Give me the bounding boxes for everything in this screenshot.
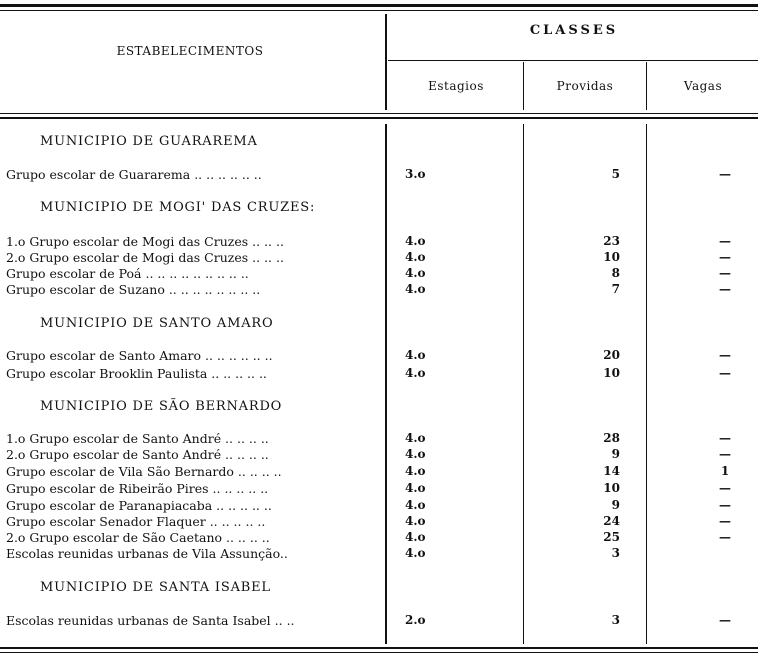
col-divider-vagas xyxy=(646,62,647,110)
table-row xyxy=(0,464,758,481)
row-name: Grupo escolar de Vila São Bernardo .. .. .. .. xyxy=(6,464,282,479)
row-vagas: — xyxy=(719,167,731,181)
municipio-heading: MUNICIPIO DE SANTA ISABEL xyxy=(40,580,271,595)
row-estagio: 4.o xyxy=(405,546,426,560)
row-providas: 9 xyxy=(611,498,620,512)
row-estagio: 4.o xyxy=(405,348,426,362)
row-estagio: 4.o xyxy=(405,447,426,461)
row-estagio: 2.o xyxy=(405,613,426,627)
row-estagio: 4.o xyxy=(405,282,426,296)
row-estagio: 4.o xyxy=(405,431,426,445)
row-name: 1.o Grupo escolar de Mogi das Cruzes .. .. .. xyxy=(6,234,284,249)
table-row xyxy=(0,447,758,464)
table-row xyxy=(0,234,758,251)
row-estagio: 4.o xyxy=(405,366,426,380)
row-vagas: — xyxy=(719,234,731,248)
row-providas: 23 xyxy=(603,234,620,248)
municipio-heading: MUNICIPIO DE GUARAREMA xyxy=(40,134,258,149)
row-providas: 3 xyxy=(611,546,620,560)
row-vagas: 1 xyxy=(720,464,730,478)
row-name: Grupo escolar de Guararema .. .. .. .. .. .. xyxy=(6,167,262,182)
row-vagas: — xyxy=(719,266,731,280)
row-providas: 9 xyxy=(611,447,620,461)
municipio-heading: MUNICIPIO DE SANTO AMARO xyxy=(40,316,274,331)
row-name: Grupo escolar de Ribeirão Pires .. .. .. .. .. xyxy=(6,481,269,496)
table-row xyxy=(0,250,758,267)
row-estagio: 4.o xyxy=(405,464,426,478)
table-row xyxy=(0,431,758,448)
row-name: Grupo escolar de Santo Amaro .. .. .. .. .. .. xyxy=(6,348,273,363)
table-row xyxy=(0,348,758,365)
row-name: Grupo escolar de Paranapiacaba .. .. .. .. .. xyxy=(6,498,272,513)
table-row xyxy=(0,266,758,283)
table-row xyxy=(0,498,758,515)
header-bottom-rule-2 xyxy=(0,117,758,119)
row-providas: 3 xyxy=(611,613,620,627)
table-row xyxy=(0,282,758,299)
row-vagas: — xyxy=(719,282,731,296)
header-bottom-rule-1 xyxy=(0,113,758,114)
row-estagio: 4.o xyxy=(405,250,426,264)
row-vagas: — xyxy=(719,447,731,461)
row-providas: 14 xyxy=(603,464,620,478)
row-providas: 10 xyxy=(603,481,620,495)
municipio-heading: MUNICIPIO DE MOGI' DAS CRUZES: xyxy=(40,200,316,215)
col-divider-providas-body xyxy=(523,124,524,644)
row-name: Grupo escolar Brooklin Paulista .. .. .. .. .. xyxy=(6,366,267,381)
row-providas: 24 xyxy=(603,514,620,528)
row-estagio: 4.o xyxy=(405,266,426,280)
row-estagio: 4.o xyxy=(405,234,426,248)
row-vagas: — xyxy=(719,514,731,528)
bottom-rule-1 xyxy=(0,647,758,649)
row-providas: 10 xyxy=(603,366,620,380)
row-estagio: 3.o xyxy=(405,167,426,181)
row-vagas: — xyxy=(719,366,731,380)
header-classes: CLASSES xyxy=(529,23,619,38)
table-row xyxy=(0,530,758,547)
row-name: 1.o Grupo escolar de Santo André .. .. .. .. xyxy=(6,431,269,446)
top-rule-2 xyxy=(0,10,758,11)
row-estagio: 4.o xyxy=(405,530,426,544)
table-row xyxy=(0,514,758,531)
row-name: 2.o Grupo escolar de São Caetano .. .. .. .. xyxy=(6,530,270,545)
row-vagas: — xyxy=(719,348,731,362)
top-rule-1 xyxy=(0,4,758,7)
header-estagios: Estagios xyxy=(428,79,484,93)
row-vagas: — xyxy=(719,530,731,544)
row-providas: 8 xyxy=(611,266,620,280)
row-vagas: — xyxy=(719,250,731,264)
row-vagas: — xyxy=(719,481,731,495)
col-divider-main xyxy=(385,14,387,110)
row-estagio: 4.o xyxy=(405,481,426,495)
bottom-rule-2 xyxy=(0,652,758,653)
row-name: Grupo escolar de Poá .. .. .. .. .. .. .. .. .. xyxy=(6,266,249,281)
table-row xyxy=(0,613,758,630)
table-row xyxy=(0,481,758,498)
row-providas: 7 xyxy=(611,282,620,296)
row-vagas: — xyxy=(719,498,731,512)
row-name: Grupo escolar de Suzano .. .. .. .. .. .. .. .. xyxy=(6,282,261,297)
header-estabelecimentos: ESTABELECIMENTOS xyxy=(116,44,264,58)
header-vagas: Vagas xyxy=(683,79,723,93)
row-providas: 28 xyxy=(603,431,620,445)
row-estagio: 4.o xyxy=(405,514,426,528)
row-name: Grupo escolar Senador Flaquer .. .. .. .. .. xyxy=(6,514,266,529)
row-vagas: — xyxy=(719,613,731,627)
col-divider-providas xyxy=(523,62,524,110)
row-providas: 25 xyxy=(603,530,620,544)
row-providas: 5 xyxy=(611,167,620,181)
table-row xyxy=(0,167,758,184)
row-estagio: 4.o xyxy=(405,498,426,512)
row-name: Escolas reunidas urbanas de Vila Assunção.. xyxy=(6,546,288,561)
header-providas: Providas xyxy=(556,79,614,93)
col-divider-vagas-body xyxy=(646,124,647,644)
table-row xyxy=(0,366,758,383)
row-name: Escolas reunidas urbanas de Santa Isabel .. .. xyxy=(6,613,295,628)
col-divider-main-body xyxy=(385,124,387,644)
table-row xyxy=(0,546,758,563)
header-classes-rule xyxy=(388,60,758,61)
row-name: 2.o Grupo escolar de Santo André .. .. .. .. xyxy=(6,447,269,462)
row-vagas: — xyxy=(719,431,731,445)
row-providas: 20 xyxy=(603,348,620,362)
row-name: 2.o Grupo escolar de Mogi das Cruzes .. .. .. xyxy=(6,250,284,265)
row-providas: 10 xyxy=(603,250,620,264)
municipio-heading: MUNICIPIO DE SÃO BERNARDO xyxy=(40,399,283,414)
